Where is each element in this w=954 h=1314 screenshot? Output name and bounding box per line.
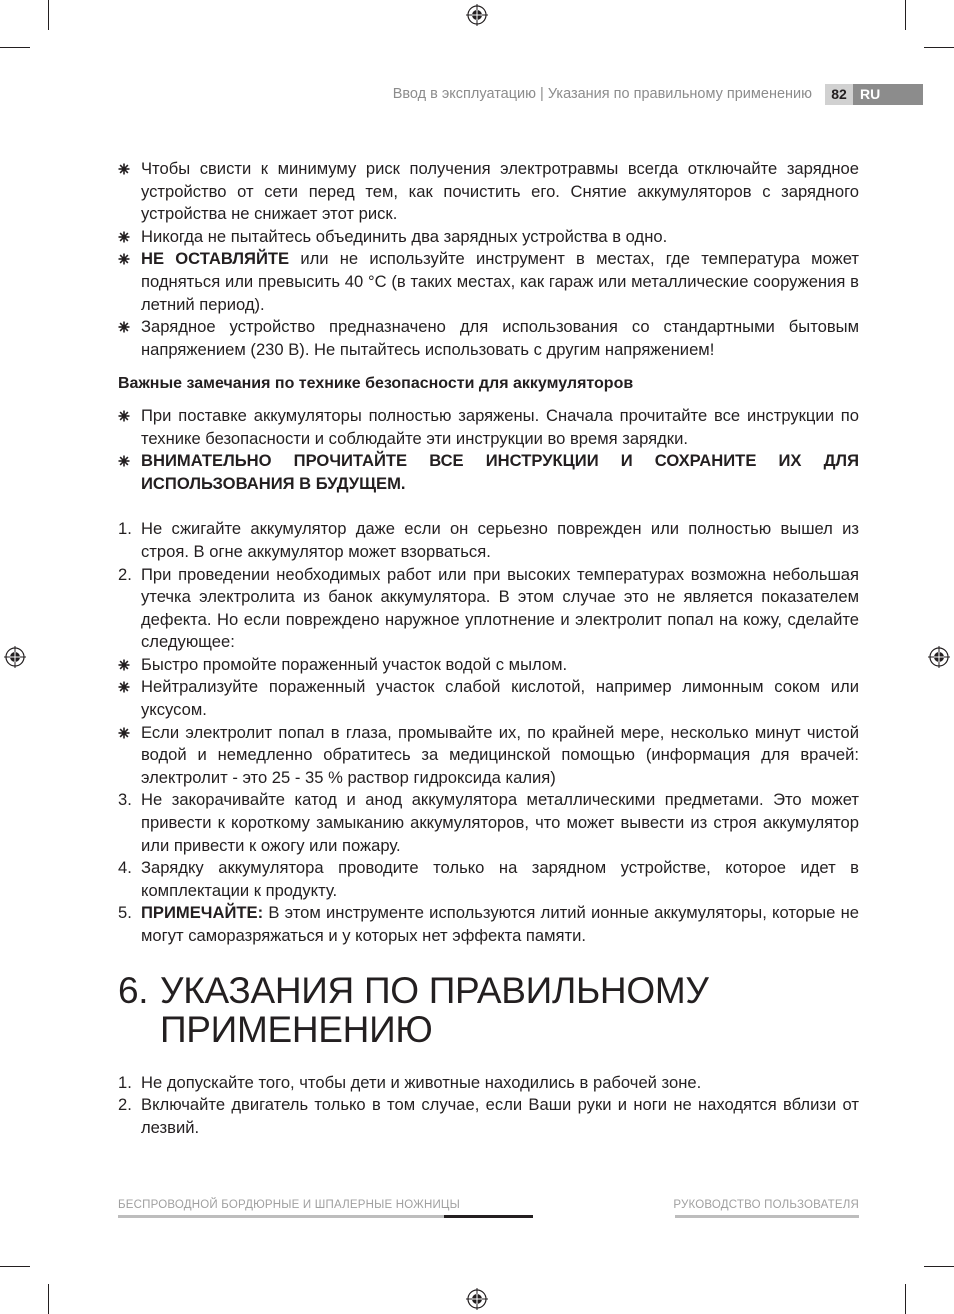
footer-rule	[118, 1215, 444, 1218]
registration-mark-icon	[4, 646, 26, 668]
item-text: Зарядку аккумулятора проводите только на зарядном устройстве, которое идет в комплектации к продукту.	[141, 858, 859, 900]
breadcrumb: Ввод в эксплуатацию | Указания по правильному применению	[392, 86, 812, 102]
bullet-icon	[118, 321, 130, 333]
battery-safety-heading: Важные замечания по технике безопасности для аккумуляторов	[118, 375, 634, 393]
crop-mark	[924, 1266, 954, 1267]
section-title-line2: ПРИМЕНЕНИЮ	[160, 1008, 433, 1050]
footer-rule	[675, 1215, 859, 1218]
item-number: 4.	[118, 858, 132, 878]
item-number: 1.	[118, 519, 132, 539]
charger-safety-list	[118, 158, 859, 361]
section-number: 6.	[118, 969, 149, 1011]
item-number: 2.	[118, 1095, 132, 1115]
crop-mark	[905, 0, 906, 30]
numbered-item	[118, 1072, 859, 1095]
item-text: Чтобы свисти к минимуму риск получения электротравмы всегда отключайте зарядное устройство от сети перед тем, как почистить его. Снятие аккумуляторов с зарядного устройства не снижает этот риск.	[141, 159, 859, 224]
bullet-item	[118, 248, 859, 316]
battery-safety-bullets	[118, 405, 859, 495]
bullet-icon	[118, 727, 130, 739]
registration-mark-icon	[928, 646, 950, 668]
item-text: При поставке аккумуляторы полностью заряжены. Сначала прочитайте все инструкции по технике безопасности и соблюдайте эти инструкции во время зарядки.	[141, 405, 859, 448]
numbered-item	[118, 857, 859, 902]
bullet-icon	[118, 455, 130, 467]
section-title-line1: УКАЗАНИЯ ПО ПРАВИЛЬНОМУ	[160, 969, 709, 1011]
crop-mark	[0, 47, 30, 48]
bullet-icon	[118, 231, 130, 243]
item-text: Если электролит попал в глаза, промывайте их, по крайней мере, несколько минут чистой водой и немедленно обратитесь за медицинской помощью (информация для врачей: электролит - это 25 - 35 % раствор гидроксида калия)	[141, 722, 859, 787]
item-text: Не закорачивайте катод и анод аккумулятора металлическими предметами. Это может привести к короткому замыканию аккумуляторов, что может вывести из строя аккумулятор или привести к ожогу или пожару.	[141, 790, 859, 855]
main-content	[118, 158, 859, 1139]
page-number: 82	[825, 84, 853, 105]
bullet-item	[118, 405, 859, 450]
crop-mark	[0, 1266, 30, 1267]
spacer	[118, 495, 859, 518]
crop-mark	[48, 1284, 49, 1314]
crop-mark	[905, 1284, 906, 1314]
item-text: Быстро промойте пораженный участок водой с мылом.	[141, 654, 568, 674]
item-text: или не используйте инструмент в местах, где температура может подняться или превысить 40 °C (в таких местах, как гараж или металлические сооружения в летний период).	[141, 249, 859, 314]
emphasis-text: ВНИМАТЕЛЬНО ПРОЧИТАЙТЕ ВСЕ ИНСТРУКЦИИ И СОХРАНИТЕ ИХ ДЛЯ ИСПОЛЬЗОВАНИЯ В БУДУЩЕМ.	[141, 451, 859, 493]
battery-numbered-list	[118, 518, 859, 947]
registration-mark-icon	[466, 1288, 488, 1310]
bullet-icon	[118, 253, 130, 265]
bullet-icon	[118, 410, 130, 422]
bullet-item	[118, 158, 859, 226]
numbered-item	[118, 564, 859, 654]
item-text: Включайте двигатель только в том случае, если Ваши руки и ноги не находятся вблизи от лезвий.	[141, 1095, 859, 1137]
bullet-item	[118, 226, 859, 249]
bullet-item	[118, 676, 859, 721]
bullet-item	[118, 316, 859, 361]
section-heading	[118, 971, 859, 1049]
bullet-icon	[118, 163, 130, 175]
item-number: 5.	[118, 903, 132, 923]
numbered-item	[118, 789, 859, 857]
language-badge: RU	[853, 84, 923, 105]
footer-product-name: БЕСПРОВОДНОЙ БОРДЮРНЫЕ И ШПАЛЕРНЫЕ НОЖНИЦЫ	[118, 1199, 461, 1211]
registration-mark-icon	[466, 4, 488, 26]
item-number: 2.	[118, 564, 132, 584]
item-text: Не допускайте того, чтобы дети и животные находились в рабочей зоне.	[141, 1072, 702, 1092]
item-text: Никогда не пытайтесь объединить два зарядных устройства в одно.	[141, 226, 668, 246]
item-text: При проведении необходимых работ или при высоких температурах возможна небольшая утечка электролита из банок аккумулятора. В этом случае это не является показателем дефекта. Но если повреждено наружное уплотнение и электролит попал на кожу, сделайте следующее:	[141, 564, 859, 652]
crop-mark	[48, 0, 49, 30]
emphasis-text: ПРИМЕЧАЙТЕ:	[141, 903, 264, 923]
numbered-item	[118, 902, 859, 947]
bullet-item	[118, 654, 859, 677]
crop-mark	[924, 47, 954, 48]
bullet-item	[118, 450, 859, 495]
footer-manual-title: РУКОВОДСТВО ПОЛЬЗОВАТЕЛЯ	[673, 1199, 859, 1211]
item-text: Не сжигайте аккумулятор даже если он серьезно поврежден или полностью вышел из строя. В огне аккумулятор может взорваться.	[141, 519, 859, 561]
item-text: Нейтрализуйте пораженный участок слабой кислотой, например лимонным соком или уксусом.	[141, 677, 859, 720]
numbered-item	[118, 518, 859, 563]
bullet-icon	[118, 681, 130, 693]
numbered-item	[118, 1094, 859, 1139]
usage-numbered-list	[118, 1072, 859, 1140]
emphasis-text: НЕ ОСТАВЛЯЙТЕ	[141, 249, 290, 269]
item-number: 3.	[118, 790, 132, 810]
item-number: 1.	[118, 1072, 132, 1092]
bullet-icon	[118, 659, 130, 671]
footer-rule-accent	[444, 1215, 533, 1218]
item-text: Зарядное устройство предназначено для использования со стандартными бытовым напряжением (230 В). Не пытайтесь использовать с другим напряжением!	[141, 317, 859, 359]
item-text: В этом инструменте используются литий ионные аккумуляторы, которые не могут саморазряжаться и у которых нет эффекта памяти.	[141, 903, 859, 945]
bullet-item	[118, 722, 859, 790]
